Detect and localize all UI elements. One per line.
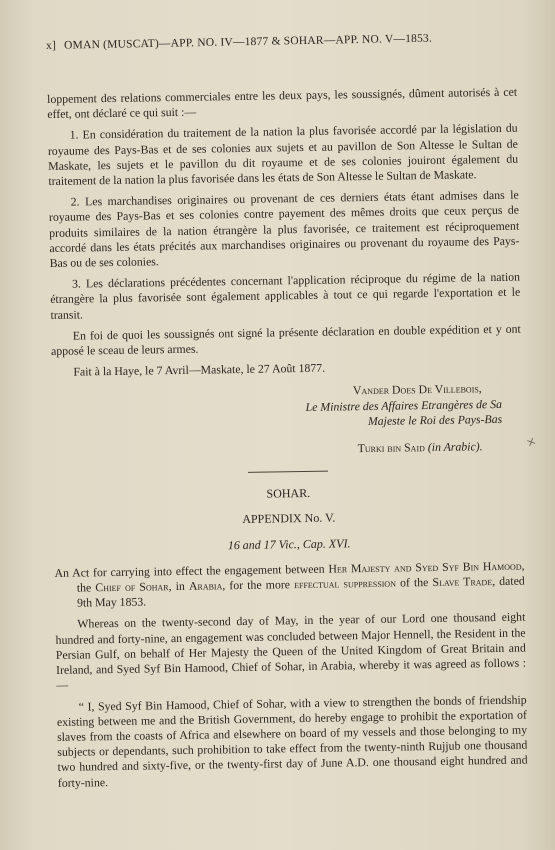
paragraph-attestation: En foi de quoi les soussignés ont signé la présente déclaration en double expédition et y ont apposé le sceau de leurs armes. <box>50 321 521 359</box>
section-heading-sohar: SOHAR. <box>266 486 311 501</box>
section-divider <box>248 471 328 473</box>
act-title-part: , the <box>76 558 525 595</box>
act-title <box>54 558 525 611</box>
paragraph-whereas: Whereas on the twenty-second day of May, in the year of our Lord one thousand eight hundred and forty-nine, an engagement was concluded between Major Hennell, the Resident in the Persian Gulf, on behalf of Her Majesty the Queen of the United Kingdom of Great Britain and Ireland, and Syed Syf Bin Hamood, Chief of Sohar, in Arabia, whereby it was agreed as follows :— <box>55 610 527 693</box>
paragraph-article-2: 2. Les marchandises originaires ou provenant de ces derniers états étant admises dans le royaume des Pays-Bas et ses colonies contre payement des mêmes droits que ceux perçus de produits similaires de la nation étrangère la plus favorisée, ce traitement est réciproquement accordé dans les états précités aux marchandises originaires ou provenant du royaume des Pays-Bas ou de ses colonies. <box>48 187 520 271</box>
appendix-heading: APPENDIX No. V. <box>242 510 336 527</box>
act-title-part: Chief of Sohar <box>95 579 169 595</box>
act-title-part: , for the more <box>222 577 295 593</box>
paragraph-article-1: 1. En considération du traitement de la nation la plus favorisée accordé par la législation du royaume des Pays-Bas et de ses colonies aux sujets et au pavillon de Son Altesse le Sultan de Maskate, les sujets et le pavillon du dit royaume et de ses colonies jouiront également du traitement de la nation la plus favorisée dans les états de Son Altesse le Sultan de Maskate. <box>47 121 519 189</box>
act-reference: 16 and 17 Vic., Cap. XVI. <box>227 535 351 552</box>
act-title-part: Arabia <box>188 578 223 593</box>
page-number: x] <box>46 39 57 52</box>
act-title-part: effectual suppression <box>293 575 397 592</box>
signatory-2-name: Turki bin Said <box>357 440 425 456</box>
signatory-name-1: Vander Does De Villebois, <box>352 381 482 398</box>
paragraph-article-3: 3. Les déclarations précédentes concernant l'application réciproque du régime de la nation étrangère la plus favorisée sont également applicables à tout ce qui regarde l'exportation et le transit. <box>50 269 521 322</box>
signatory-role-line-1: Le Ministre des Affaires Etrangères de Sa <box>305 396 503 414</box>
paragraph-engagement-quote: “ I, Syed Syf Bin Hamood, Chief of Sohar, with a view to strengthen the bonds of friendship existing between me and the British Government, do hereby engage to prohibit the exportation of slaves from the coasts of Africa and elsewhere on board of my vessels and those belonging to my subjects or dependants, such prohibition to take effect from the twenty-ninth Rujjub one thousand two hundred and sixty-five, or the twenty-first day of June A.D. one thousand eight hundred and forty-nine. <box>56 692 528 790</box>
signatory-name-2 <box>53 439 523 462</box>
act-title-part: , in <box>168 578 190 594</box>
act-title-part: of the <box>395 575 433 590</box>
body-text <box>47 85 528 791</box>
signatory-2-note: (in Arabic). <box>427 439 483 455</box>
running-head <box>46 31 536 52</box>
handwritten-margin-mark: + <box>523 430 540 454</box>
paragraph-dated: Fait à la Haye, le 7 Avril—Maskate, le 27 Août 1877. <box>73 360 326 379</box>
signatory-role-line-2: Majeste le Roi des Pays-Bas <box>367 411 503 428</box>
act-title-part: An Act for carrying into effect the engagement between <box>54 561 329 580</box>
paragraph-intro: loppement des relations commerciales entre les deux pays, les soussignés, dûment autorisés à cet effet, ont déclaré ce qui suit :— <box>47 84 518 122</box>
act-title-part: Her Majesty and Syed Syf Bin Hamood <box>328 558 522 576</box>
act-title-part: , dated 9th May 1853. <box>76 573 525 610</box>
running-head-title: OMAN (MUSCAT)—APP. NO. IV—1877 & SOHAR—APP. NO. V—1853. <box>63 32 433 52</box>
act-title-part: Slave Trade <box>432 574 493 590</box>
